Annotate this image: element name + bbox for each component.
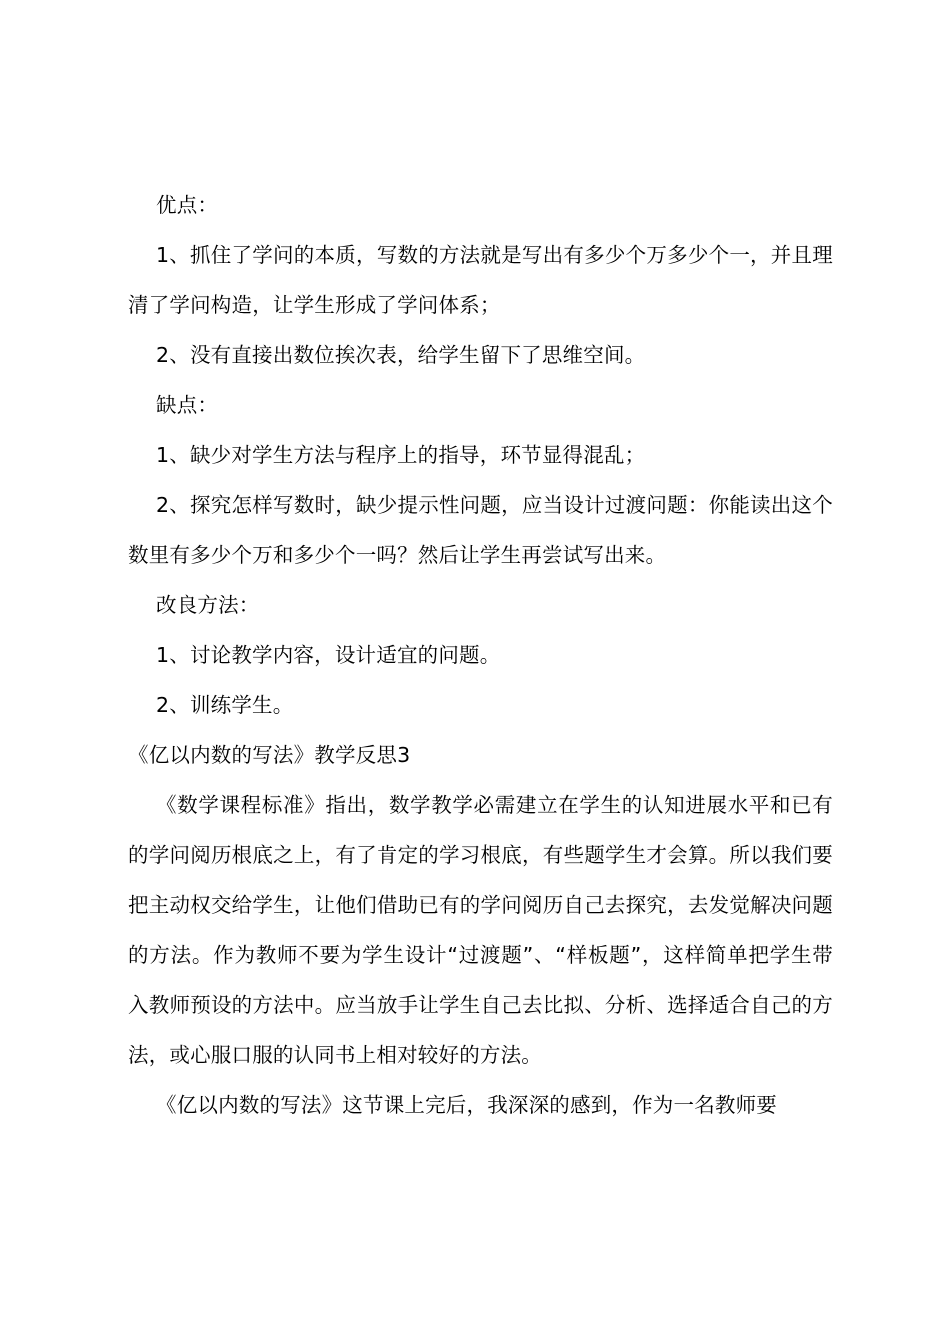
section-label-advantages: 优点： (156, 193, 219, 217)
disadvantage-item-1: 1、缺少对学生方法与程序上的指导，环节显得混乱； (156, 443, 646, 467)
reflection-paragraph-1: 《数学课程标准》指出，数学教学必需建立在学生的认知进展水平和已有的学问阅历根底之上，有了肯定的学习根底，有些题学生才会算。所以我们要把主动权交给学生，让他们借助已有的学问阅历自己去探究，去发觉解决问题的方法。作为教师不要为学生设计“过渡题”、“样板题”，这样简单把学生带入教师预设的方法中。应当放手让学生自己去比拟、分析、选择适合自己的方法，或心服口服的认同书上相对较好的方法。 (128, 793, 833, 1067)
reflection-paragraph-2: 《亿以内数的写法》这节课上完后，我深深的感到，作为一名教师要 (156, 1093, 777, 1117)
section-heading-reflection-3: 《亿以内数的写法》教学反思3 (128, 743, 411, 767)
section-label-improvement: 改良方法： (156, 593, 260, 617)
document-body (128, 180, 833, 1130)
improvement-item-2: 2、训练学生。 (156, 693, 294, 717)
advantage-item-1: 1、抓住了学问的本质，写数的方法就是写出有多少个万多少个一，并且理清了学问构造，让学生形成了学问体系； (128, 243, 833, 317)
section-label-disadvantages: 缺点： (156, 393, 219, 417)
improvement-item-1: 1、讨论教学内容，设计适宜的问题。 (156, 643, 501, 667)
advantage-item-2: 2、没有直接出数位挨次表，给学生留下了思维空间。 (156, 343, 646, 367)
disadvantage-item-2: 2、探究怎样写数时，缺少提示性问题，应当设计过渡问题：你能读出这个数里有多少个万和多少个一吗？然后让学生再尝试写出来。 (128, 493, 833, 567)
